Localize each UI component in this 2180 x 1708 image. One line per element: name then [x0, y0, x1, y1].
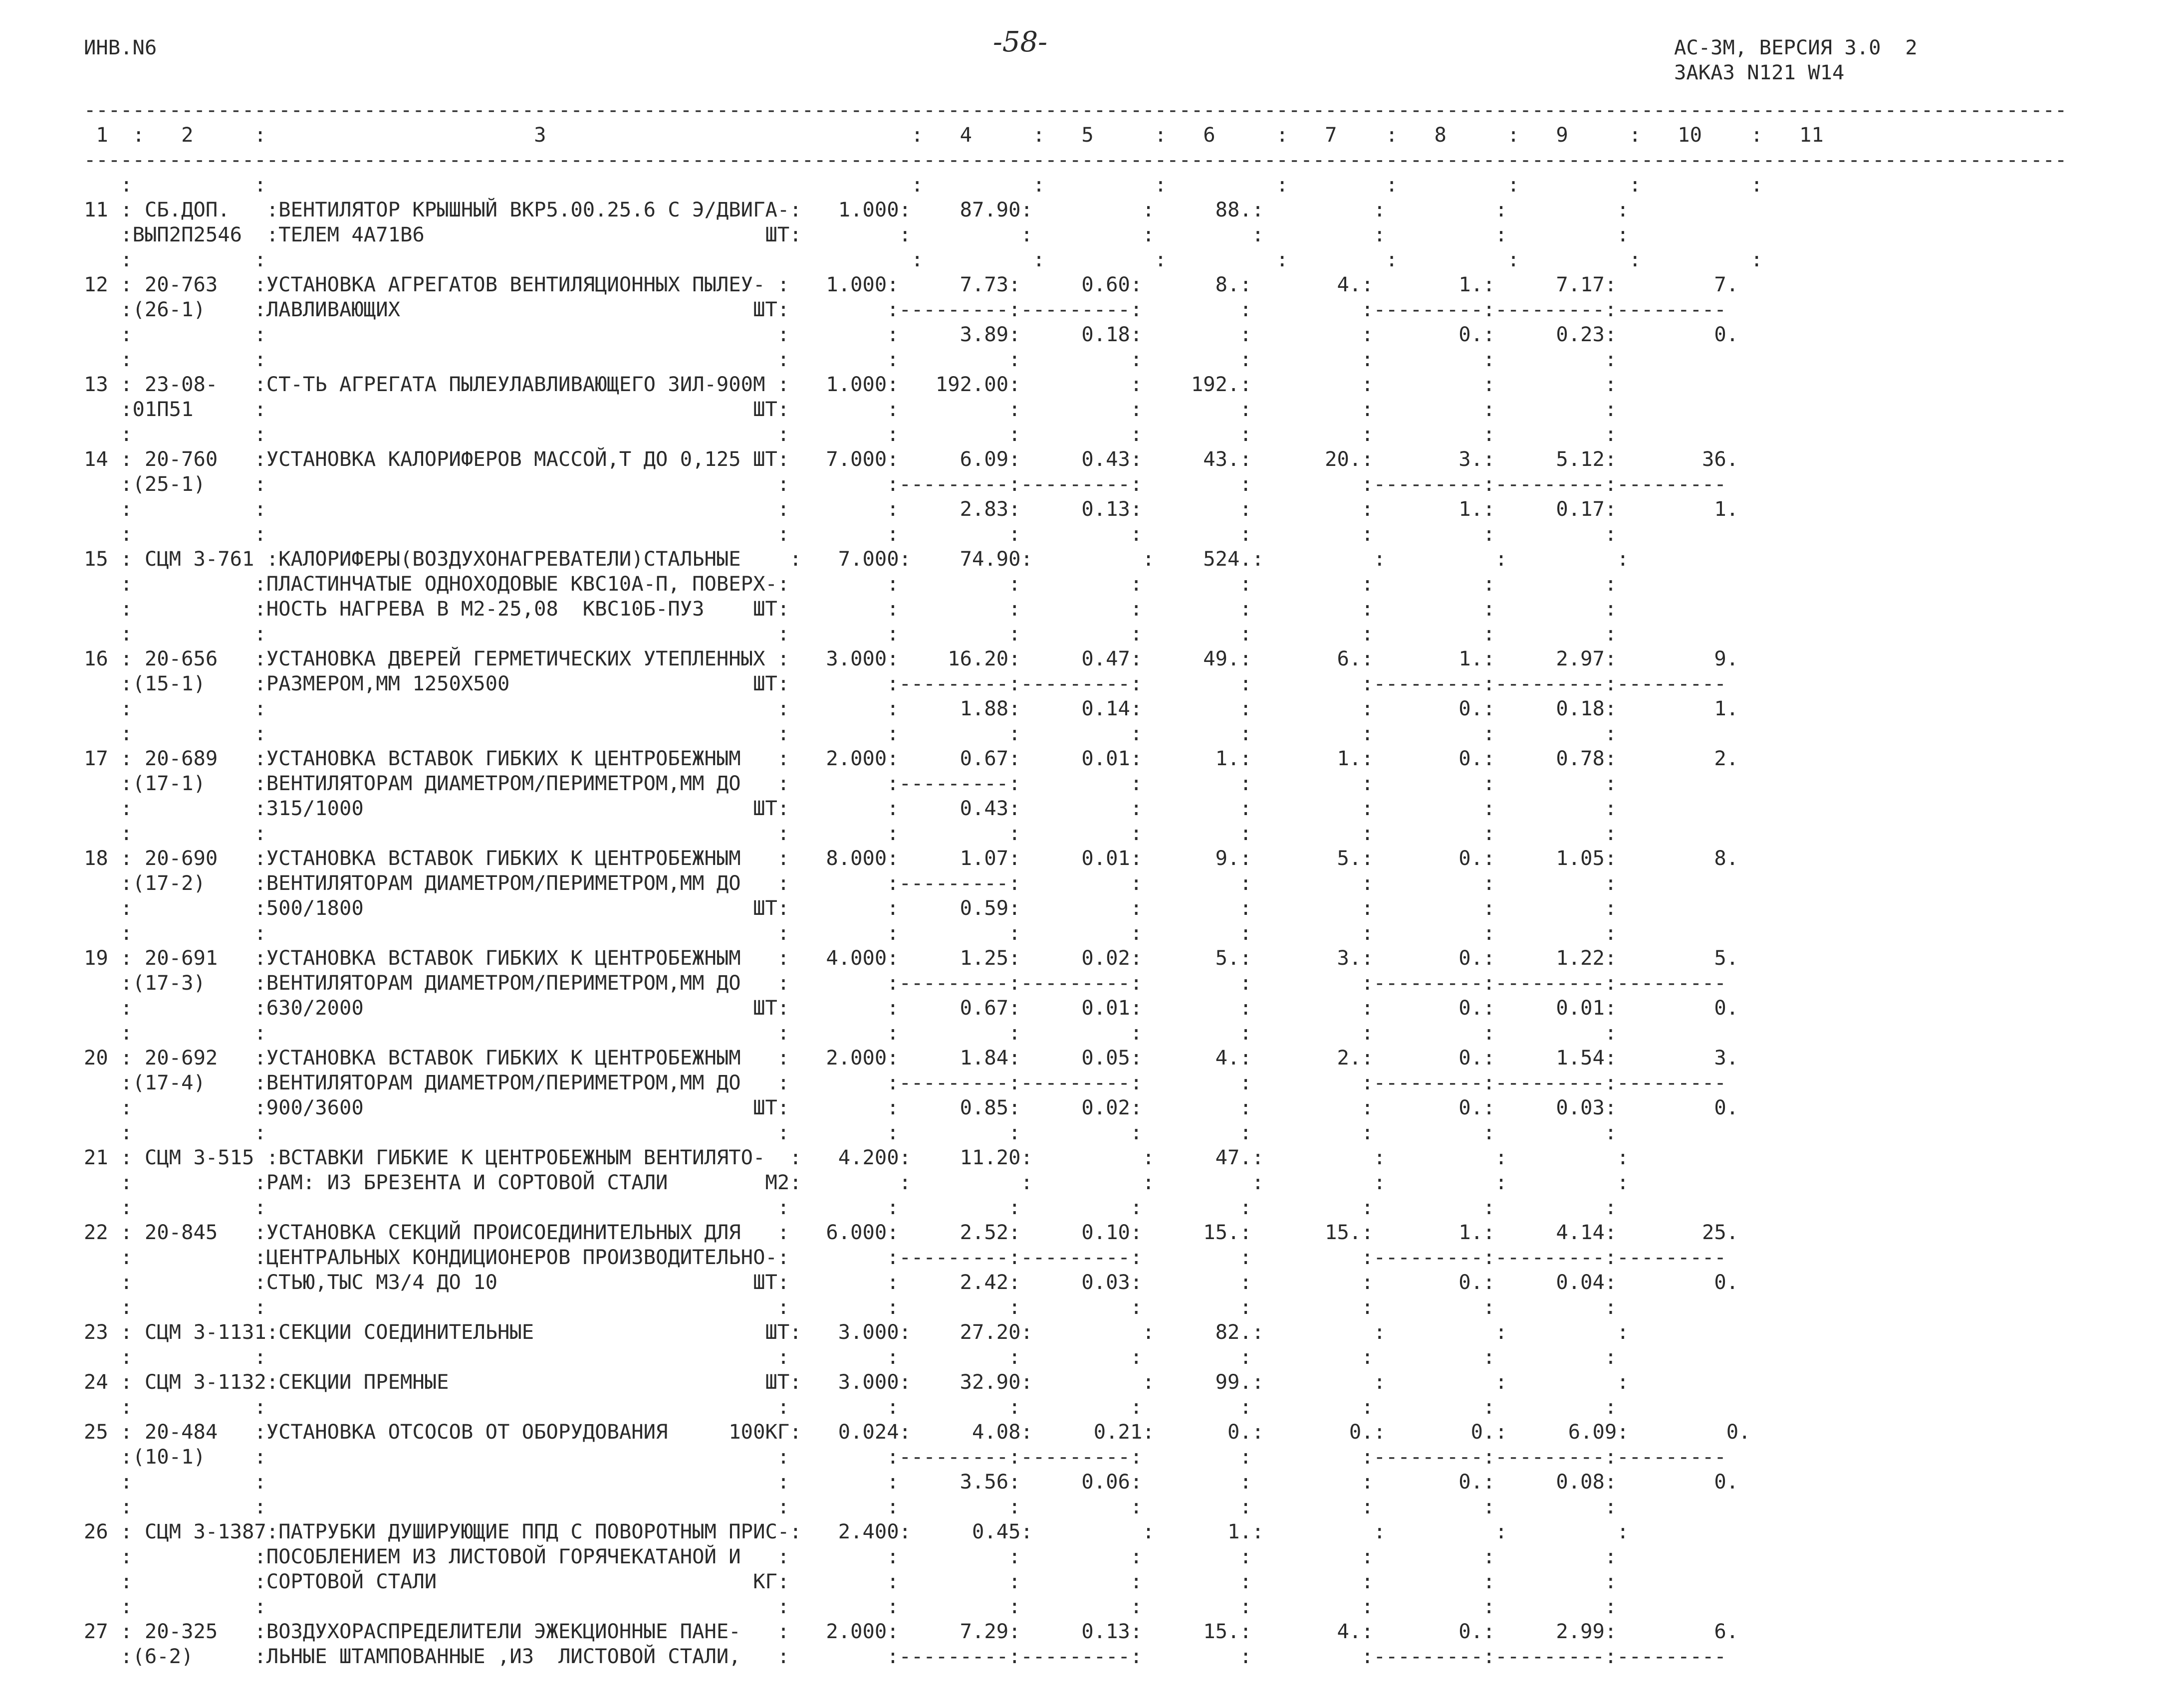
table-line: : : : : : : : : : : [84, 422, 1617, 446]
table-line: : : : : : : : : : : [84, 173, 1763, 197]
table-line: : :СТЬЮ,ТЫС М3/4 ДО 10 ШТ: : 2.42: 0.03: : : 0.: 0.04: 0. [84, 1270, 1739, 1294]
table-line: 14 : 20-760 :УСТАНОВКА КАЛОРИФЕРОВ МАССОЙ,Т ДО 0,125 ШТ: 7.000: 6.09: 0.43: 43.: 20.: 3.: 5.12: 36. [84, 447, 1739, 471]
table-line: :(15-1) :РАЗМЕРОМ,ММ 1250Х500 ШТ: :---------:---------: : :---------:---------:--------- [84, 671, 1726, 695]
table-body [84, 172, 2067, 1669]
table-line: 26 : СЦМ 3-1387:ПАТРУБКИ ДУШИРУЮЩИЕ ППД С ПОВОРОТНЫМ ПРИС-: 2.400: 0.45: : 1.: : : : [84, 1519, 1629, 1543]
program-version: АС-3М, ВЕРСИЯ 3.0 2 [1674, 35, 1918, 59]
table-line: 11 : СБ.ДОП. :ВЕНТИЛЯТОР КРЫШНЫЙ ВКР5.00.25.6 С Э/ДВИГА-: 1.000: 87.90: : 88.: : : : [84, 198, 1629, 221]
table-line: :(10-1) : : :---------:---------: : :---------:---------:--------- [84, 1445, 1726, 1469]
table-line: : :315/1000 ШТ: : 0.43: : : : : : [84, 796, 1617, 820]
table-header-rule: ------------------------------------------------------------------------------------------------------------------------------------------------------------------- [84, 148, 2067, 172]
table-line: 20 : 20-692 :УСТАНОВКА ВСТАВОК ГИБКИХ К ЦЕНТРОБЕЖНЫМ : 2.000: 1.84: 0.05: 4.: 2.: 0.: 1.54: 3. [84, 1046, 1739, 1069]
table-line: 17 : 20-689 :УСТАНОВКА ВСТАВОК ГИБКИХ К ЦЕНТРОБЕЖНЫМ : 2.000: 0.67: 0.01: 1.: 1.: 0.: 0.78: 2. [84, 746, 1739, 770]
table-line: 16 : 20-656 :УСТАНОВКА ДВЕРЕЙ ГЕРМЕТИЧЕСКИХ УТЕПЛЕННЫХ : 3.000: 16.20: 0.47: 49.: 6.: 1.: 2.97: 9. [84, 646, 1739, 670]
table-line: : : : : : : : : : : [84, 1494, 1617, 1518]
table-line: : : : : : : : : : : [84, 1120, 1617, 1144]
table-line: :ВЫП2П2546 :ТЕЛЕМ 4А71В6 ШТ: : : : : : : : [84, 222, 1629, 246]
table-line: : :900/3600 ШТ: : 0.85: 0.02: : : 0.: 0.03: 0. [84, 1095, 1739, 1119]
table-line: :(17-4) :ВЕНТИЛЯТОРАМ ДИАМЕТРОМ/ПЕРИМЕТРОМ,ММ ДО : :---------:---------: : :---------:---------:--------- [84, 1070, 1726, 1094]
table-line: : : : : : : : : : : [84, 821, 1617, 845]
table-line: 22 : 20-845 :УСТАНОВКА СЕКЦИЙ ПРОИСОЕДИНИТЕЛЬНЫХ ДЛЯ : 6.000: 2.52: 0.10: 15.: 15.: 1.: 4.14: 25. [84, 1220, 1739, 1244]
table-line: : : : : : : : : : : [84, 1195, 1617, 1219]
table-line: 15 : СЦМ 3-761 :КАЛОРИФЕРЫ(ВОЗДУХОНАГРЕВАТЕЛИ)СТАЛЬНЫЕ : 7.000: 74.90: : 524.: : : : [84, 547, 1629, 571]
table-line: 27 : 20-325 :ВОЗДУХОРАСПРЕДЕЛИТЕЛИ ЭЖЕКЦИОННЫЕ ПАНЕ- : 2.000: 7.29: 0.13: 15.: 4.: 0.: 2.99: 6. [84, 1619, 1739, 1643]
table-line: : :НОСТЬ НАГРЕВА В М2-25,08 КВС10Б-ПУЗ ШТ: : : : : : : : [84, 597, 1617, 621]
table-line: : :ЦЕНТРАЛЬНЫХ КОНДИЦИОНЕРОВ ПРОИЗВОДИТЕЛЬНО-: :---------:---------: : :---------:---------:--------- [84, 1245, 1726, 1269]
table-line: : : : : : : : : : : [84, 1594, 1617, 1618]
table-line: 24 : СЦМ 3-1132:СЕКЦИИ ПРЕМНЫЕ ШТ: 3.000: 32.90: : 99.: : : : [84, 1370, 1629, 1394]
table-line: : : : : : : : : : : [84, 921, 1617, 945]
table-line: :(17-1) :ВЕНТИЛЯТОРАМ ДИАМЕТРОМ/ПЕРИМЕТРОМ,ММ ДО : :---------: : : : : : [84, 771, 1617, 795]
table-line: : : : : 2.83: 0.13: : : 1.: 0.17: 1. [84, 497, 1739, 521]
table-line: :(6-2) :ЛЬНЫЕ ШТАМПОВАННЫЕ ,ИЗ ЛИСТОВОЙ СТАЛИ, : :---------:---------: : :---------:---------:--------- [84, 1644, 1726, 1668]
table-line: : :ПОСОБЛЕНИЕМ ИЗ ЛИСТОВОЙ ГОРЯЧЕКАТАНОЙ И : : : : : : : : [84, 1544, 1617, 1568]
table-line: : : : : : : : : : : [84, 721, 1617, 745]
table-column-numbers: 1 : 2 : 3 : 4 : 5 : 6 : 7 : 8 : 9 : 10 : 11 [84, 123, 1824, 147]
table-line: : :630/2000 ШТ: : 0.67: 0.01: : : 0.: 0.01: 0. [84, 996, 1739, 1020]
table-line: : : : : : : : : : : [84, 1021, 1617, 1045]
table-line: : : : : 3.56: 0.06: : : 0.: 0.08: 0. [84, 1470, 1739, 1494]
table-line: : : : : : : : : : : [84, 1295, 1617, 1319]
table-line: : : : : : : : : : : [84, 1395, 1617, 1419]
table-line: : : : : 3.89: 0.18: : : 0.: 0.23: 0. [84, 322, 1739, 346]
table-line: : : : : : : : : : : [84, 1345, 1617, 1369]
table-line: : :РАМ: ИЗ БРЕЗЕНТА И СОРТОВОЙ СТАЛИ М2: : : : : : : : [84, 1170, 1629, 1194]
table-line: 12 : 20-763 :УСТАНОВКА АГРЕГАТОВ ВЕНТИЛЯЦИОННЫХ ПЫЛЕУ- : 1.000: 7.73: 0.60: 8.: 4.: 1.: 7.17: 7. [84, 272, 1739, 296]
table-line: : :500/1800 ШТ: : 0.59: : : : : : [84, 896, 1617, 920]
table-line: :(17-2) :ВЕНТИЛЯТОРАМ ДИАМЕТРОМ/ПЕРИМЕТРОМ,ММ ДО : :---------: : : : : : [84, 871, 1617, 895]
handwritten-page-number: -58- [993, 26, 1048, 58]
table-line: :(26-1) :ЛАВЛИВАЮЩИХ ШТ: :---------:---------: : :---------:---------:--------- [84, 297, 1726, 321]
table-line: 19 : 20-691 :УСТАНОВКА ВСТАВОК ГИБКИХ К ЦЕНТРОБЕЖНЫМ : 4.000: 1.25: 0.02: 5.: 3.: 0.: 1.22: 5. [84, 946, 1739, 970]
table-line: :(17-3) :ВЕНТИЛЯТОРАМ ДИАМЕТРОМ/ПЕРИМЕТРОМ,ММ ДО : :---------:---------: : :---------:---------:--------- [84, 971, 1726, 995]
table-line: 21 : СЦМ 3-515 :ВСТАВКИ ГИБКИЕ К ЦЕНТРОБЕЖНЫМ ВЕНТИЛЯТО- : 4.200: 11.20: : 47.: : : : [84, 1145, 1629, 1169]
table-line: : : : : : : : : : : [84, 247, 1763, 271]
table-line: : : : : : : : : : : [84, 347, 1617, 371]
table-line: :01П51 : ШТ: : : : : : : : [84, 397, 1617, 421]
order-number: ЗАКАЗ N121 W14 [1674, 60, 1845, 84]
table-line: 23 : СЦМ 3-1131:СЕКЦИИ СОЕДИНИТЕЛЬНЫЕ ШТ: 3.000: 27.20: : 82.: : : : [84, 1320, 1629, 1344]
table-line: : : : : : : : : : : [84, 622, 1617, 645]
table-line: 18 : 20-690 :УСТАНОВКА ВСТАВОК ГИБКИХ К ЦЕНТРОБЕЖНЫМ : 8.000: 1.07: 0.01: 9.: 5.: 0.: 1.05: 8. [84, 846, 1739, 870]
table-top-rule: ------------------------------------------------------------------------------------------------------------------------------------------------------------------- [84, 98, 2067, 122]
table-line: 25 : 20-484 :УСТАНОВКА ОТСОСОВ ОТ ОБОРУДОВАНИЯ 100КГ: 0.024: 4.08: 0.21: 0.: 0.: 0.: 6.09: 0. [84, 1420, 1751, 1444]
inventory-number: ИНВ.N6 [84, 35, 157, 59]
table-line: : : : : 1.88: 0.14: : : 0.: 0.18: 1. [84, 696, 1739, 720]
table-line: : :ПЛАСТИНЧАТЫЕ ОДНОХОДОВЫЕ КВС10А-П, ПОВЕРХ-: : : : : : : : [84, 572, 1617, 596]
table-line: : : : : : : : : : : [84, 522, 1617, 546]
estimate-table [84, 97, 2067, 1669]
table-line: 13 : 23-08- :СТ-ТЬ АГРЕГАТА ПЫЛЕУЛАВЛИВАЮЩЕГО ЗИЛ-900М : 1.000: 192.00: : 192.: : : : [84, 372, 1617, 396]
table-line: :(25-1) : : :---------:---------: : :---------:---------:--------- [84, 472, 1726, 496]
table-line: : :СОРТОВОЙ СТАЛИ КГ: : : : : : : : [84, 1569, 1617, 1593]
